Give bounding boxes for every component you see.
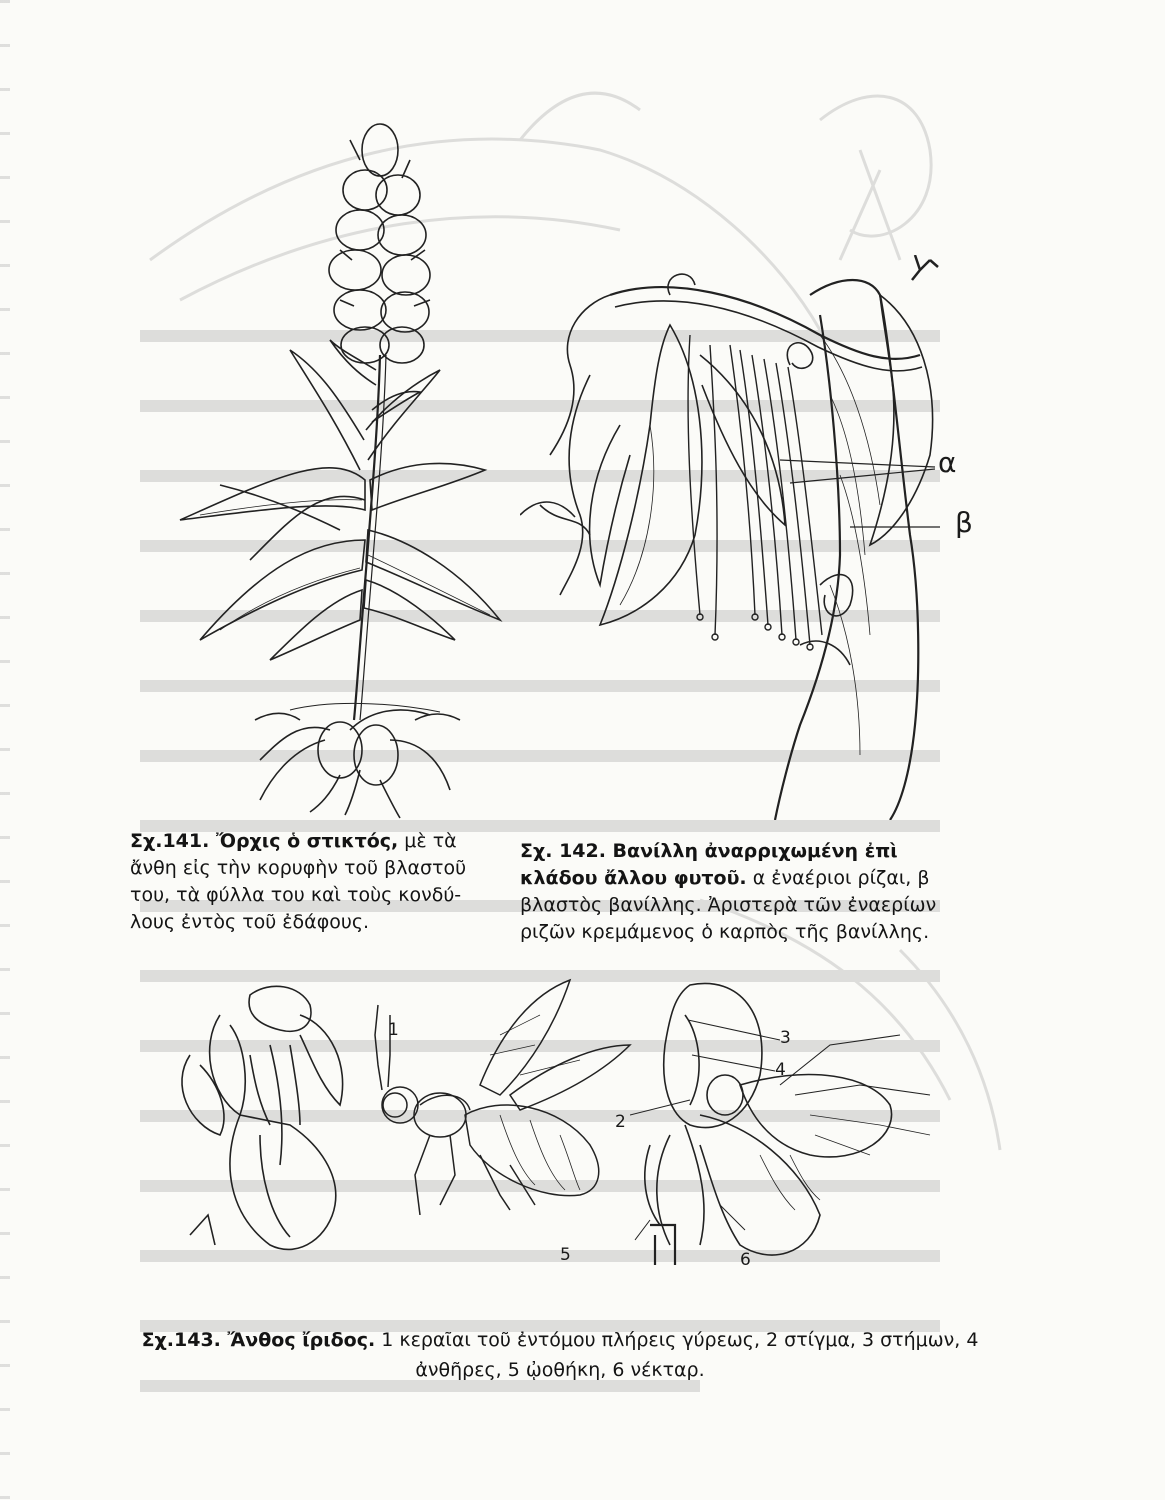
label-b: β [955, 506, 973, 539]
bee-illustration [360, 975, 640, 1215]
fig142-caption-lead: Σχ. 142. Βανίλλη ἀναρριχωμένη ἐπὶ κλάδου ἄλλου φυτοῦ. [520, 840, 898, 889]
fig143-caption-text: 1 κεραῖαι τοῦ ἐντόμου πλήρεις γύρεως, 2 στίγμα, 3 στήμων, 4 ἀνθῆρες, 5 ᾠοθήκη, 6 νέκταρ. [381, 1329, 979, 1381]
label-2: 2 [615, 1112, 626, 1132]
fig142-caption-text: α ἐναέριοι ρίζαι, β βλαστὸς βανίλλης. Ἀριστερὰ τῶν ἐναερίων ριζῶν κρεμάμενος ὁ καρπὸς τῆς βανίλλης. [520, 867, 937, 943]
label-5: 5 [560, 1245, 571, 1265]
tuber-roots [255, 710, 460, 818]
flower-spike [329, 124, 430, 363]
fig142-caption [520, 838, 965, 946]
fig141-caption-text: μὲ τὰ ἄνθη εἰς τὴν κορυφὴν τοῦ βλαστοῦ του, τὰ φύλλα του καὶ τοὺς κονδύ-λους ἐντὸς τοῦ ἐδάφους. [130, 830, 467, 933]
orchis-plant-illustration [140, 100, 520, 820]
label-3: 3 [780, 1028, 791, 1048]
fig141-caption-lead: Σχ.141. Ὄρχις ὁ στικτός, [130, 830, 399, 852]
label-a: α [938, 446, 957, 479]
fig143-caption-lead: Σχ.143. Ἄνθος ἴριδος. [141, 1329, 376, 1351]
label-1: 1 [388, 1020, 399, 1040]
label-6: 6 [740, 1250, 751, 1270]
iris-section-illustration [630, 975, 970, 1275]
fig141-caption [130, 828, 470, 936]
label-4: 4 [775, 1060, 786, 1080]
vanilla-plant-illustration [520, 255, 990, 820]
fig143-caption [140, 1325, 980, 1385]
label-leader-lines [780, 455, 940, 535]
